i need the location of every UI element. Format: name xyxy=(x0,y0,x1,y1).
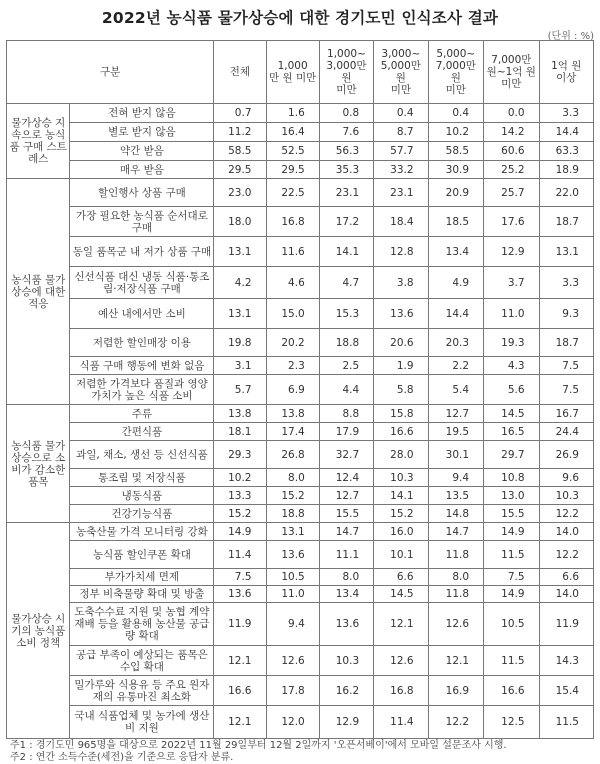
value-cell: 18.1 xyxy=(214,423,266,441)
item-label: 가장 필요한 농식품 순서대로 구매 xyxy=(70,207,214,237)
value-cell: 13.1 xyxy=(266,523,319,541)
value-cell: 15.0 xyxy=(266,299,319,329)
value-cell: 11.0 xyxy=(484,299,540,329)
value-cell: 2.2 xyxy=(428,357,484,375)
value-cell: 10.2 xyxy=(214,469,266,487)
value-cell: 1.9 xyxy=(374,357,428,375)
value-cell: 13.1 xyxy=(539,237,593,267)
value-cell: 14.3 xyxy=(539,646,593,676)
value-cell: 15.2 xyxy=(374,505,428,523)
value-cell: 24.4 xyxy=(539,423,593,441)
item-label: 밀가루와 식용유 등 주요 원자재의 유통마진 최소화 xyxy=(70,676,214,706)
item-label: 약간 받음 xyxy=(70,142,214,161)
value-cell: 4.2 xyxy=(214,267,266,299)
table-row xyxy=(7,329,594,357)
value-cell: 12.4 xyxy=(319,469,373,487)
value-cell: 7.6 xyxy=(319,123,373,142)
table-row xyxy=(7,207,594,237)
item-label: 저렴한 할인매장 이용 xyxy=(70,329,214,357)
item-label: 매우 받음 xyxy=(70,161,214,179)
value-cell: 8.7 xyxy=(374,123,428,142)
value-cell: 33.2 xyxy=(374,161,428,179)
table-row xyxy=(7,123,594,142)
value-cell: 22.0 xyxy=(539,179,593,207)
value-cell: 16.8 xyxy=(374,676,428,706)
value-cell: 5.4 xyxy=(428,375,484,405)
value-cell: 4.7 xyxy=(319,267,373,299)
value-cell: 13.4 xyxy=(428,237,484,267)
value-cell: 11.5 xyxy=(539,706,593,739)
value-cell: 10.5 xyxy=(484,603,540,646)
value-cell: 14.1 xyxy=(319,237,373,267)
value-cell: 12.1 xyxy=(428,646,484,676)
value-cell: 11.0 xyxy=(266,586,319,603)
value-cell: 11.9 xyxy=(539,603,593,646)
item-label: 예산 내에서만 소비 xyxy=(70,299,214,329)
survey-table xyxy=(6,40,594,739)
category-cell: 농식품 물가상승으로 소비가 감소한 품목 xyxy=(7,405,70,523)
value-cell: 17.2 xyxy=(319,207,373,237)
value-cell: 13.6 xyxy=(374,299,428,329)
value-cell: 12.1 xyxy=(214,706,266,739)
value-cell: 12.5 xyxy=(484,706,540,739)
value-cell: 14.0 xyxy=(539,523,593,541)
value-cell: 13.4 xyxy=(319,586,373,603)
item-label: 도축수수료 지원 및 농협 계약재배 등을 활용해 농산물 공급량 확대 xyxy=(70,603,214,646)
value-cell: 12.6 xyxy=(266,646,319,676)
value-cell: 9.6 xyxy=(539,469,593,487)
value-cell: 2.3 xyxy=(266,357,319,375)
value-cell: 30.9 xyxy=(428,161,484,179)
table-row xyxy=(7,142,594,161)
value-cell: 4.3 xyxy=(484,357,540,375)
value-cell: 13.8 xyxy=(214,405,266,423)
value-cell: 26.9 xyxy=(539,441,593,469)
item-label: 전혀 받지 않음 xyxy=(70,104,214,123)
value-cell: 17.4 xyxy=(266,423,319,441)
value-cell: 7.5 xyxy=(214,569,266,586)
value-cell: 12.0 xyxy=(266,706,319,739)
value-cell: 11.9 xyxy=(214,603,266,646)
value-cell: 14.7 xyxy=(428,523,484,541)
footnote-2: 주2 : 연간 소득수준(세전)을 기준으로 응답자 분류. xyxy=(10,752,234,763)
value-cell: 14.1 xyxy=(374,487,428,505)
value-cell: 14.0 xyxy=(539,586,593,603)
item-label: 과일, 채소, 생선 등 신선식품 xyxy=(70,441,214,469)
value-cell: 12.6 xyxy=(428,603,484,646)
category-cell: 농식품 물가상승에 대한 적응 xyxy=(7,179,70,405)
value-cell: 16.8 xyxy=(266,207,319,237)
value-cell: 13.1 xyxy=(214,299,266,329)
value-cell: 35.3 xyxy=(319,161,373,179)
item-label: 건강기능식품 xyxy=(70,505,214,523)
table-row xyxy=(7,299,594,329)
value-cell: 25.7 xyxy=(484,179,540,207)
header-col-4: 3,000~ 5,000만 원 미만 xyxy=(374,41,428,104)
value-cell: 13.5 xyxy=(428,487,484,505)
value-cell: 12.8 xyxy=(374,237,428,267)
value-cell: 63.3 xyxy=(539,142,593,161)
value-cell: 15.3 xyxy=(319,299,373,329)
value-cell: 6.6 xyxy=(539,569,593,586)
table-row xyxy=(7,676,594,706)
value-cell: 11.8 xyxy=(428,586,484,603)
item-label: 주류 xyxy=(70,405,214,423)
table-row xyxy=(7,405,594,423)
item-label: 간편식품 xyxy=(70,423,214,441)
item-label: 부가가치세 면제 xyxy=(70,569,214,586)
value-cell: 11.4 xyxy=(214,541,266,569)
value-cell: 12.1 xyxy=(374,603,428,646)
value-cell: 29.7 xyxy=(484,441,540,469)
value-cell: 12.1 xyxy=(214,646,266,676)
value-cell: 15.5 xyxy=(319,505,373,523)
value-cell: 17.6 xyxy=(484,207,540,237)
value-cell: 15.2 xyxy=(214,505,266,523)
value-cell: 16.7 xyxy=(539,405,593,423)
value-cell: 11.5 xyxy=(484,646,540,676)
value-cell: 0.4 xyxy=(428,104,484,123)
item-label: 농식품 할인쿠폰 확대 xyxy=(70,541,214,569)
value-cell: 23.1 xyxy=(319,179,373,207)
value-cell: 10.2 xyxy=(428,123,484,142)
unit-label: (단위 : %) xyxy=(547,31,594,42)
value-cell: 20.2 xyxy=(266,329,319,357)
footnotes xyxy=(10,740,507,764)
value-cell: 11.4 xyxy=(374,706,428,739)
value-cell: 2.5 xyxy=(319,357,373,375)
item-label: 신선식품 대신 냉동 식품·통조림·저장식품 구매 xyxy=(70,267,214,299)
value-cell: 19.3 xyxy=(484,329,540,357)
header-col-1: 전체 xyxy=(214,41,266,104)
value-cell: 13.1 xyxy=(214,237,266,267)
item-label: 통조림 및 저장식품 xyxy=(70,469,214,487)
value-cell: 11.1 xyxy=(319,541,373,569)
value-cell: 10.3 xyxy=(319,646,373,676)
value-cell: 11.6 xyxy=(266,237,319,267)
value-cell: 16.9 xyxy=(428,676,484,706)
value-cell: 3.3 xyxy=(539,104,593,123)
value-cell: 13.6 xyxy=(266,541,319,569)
value-cell: 1.6 xyxy=(266,104,319,123)
value-cell: 4.6 xyxy=(266,267,319,299)
category-cell: 물가상승 시기의 농식품 소비 정책 xyxy=(7,523,70,739)
value-cell: 15.4 xyxy=(539,676,593,706)
value-cell: 16.6 xyxy=(484,676,540,706)
value-cell: 26.8 xyxy=(266,441,319,469)
header-col-2: 1,000 만 원 미만 xyxy=(266,41,319,104)
value-cell: 12.7 xyxy=(428,405,484,423)
value-cell: 14.4 xyxy=(428,299,484,329)
value-cell: 9.3 xyxy=(539,299,593,329)
table-row xyxy=(7,541,594,569)
value-cell: 57.7 xyxy=(374,142,428,161)
value-cell: 58.5 xyxy=(428,142,484,161)
item-label: 냉동식품 xyxy=(70,487,214,505)
value-cell: 11.2 xyxy=(214,123,266,142)
value-cell: 3.1 xyxy=(214,357,266,375)
value-cell: 9.4 xyxy=(428,469,484,487)
value-cell: 8.0 xyxy=(428,569,484,586)
value-cell: 18.0 xyxy=(214,207,266,237)
value-cell: 18.7 xyxy=(539,329,593,357)
table-body xyxy=(7,104,594,739)
item-label: 정부 비축물량 확대 및 방출 xyxy=(70,586,214,603)
value-cell: 4.9 xyxy=(428,267,484,299)
value-cell: 16.2 xyxy=(319,676,373,706)
item-label: 식품 구매 행동에 변화 없음 xyxy=(70,357,214,375)
value-cell: 23.1 xyxy=(374,179,428,207)
value-cell: 32.7 xyxy=(319,441,373,469)
value-cell: 14.7 xyxy=(319,523,373,541)
value-cell: 8.0 xyxy=(266,469,319,487)
value-cell: 10.1 xyxy=(374,541,428,569)
value-cell: 14.5 xyxy=(374,586,428,603)
document-title: 2022년 농식품 물가상승에 대한 경기도민 인식조사 결과 xyxy=(101,9,499,27)
value-cell: 20.6 xyxy=(374,329,428,357)
value-cell: 18.7 xyxy=(539,207,593,237)
value-cell: 12.2 xyxy=(539,541,593,569)
value-cell: 14.9 xyxy=(214,523,266,541)
value-cell: 4.4 xyxy=(319,375,373,405)
value-cell: 16.4 xyxy=(266,123,319,142)
value-cell: 7.5 xyxy=(539,357,593,375)
header-category: 구분 xyxy=(7,41,214,104)
value-cell: 12.9 xyxy=(319,706,373,739)
header-col-5: 5,000~ 7,000만 원 미만 xyxy=(428,41,484,104)
value-cell: 10.8 xyxy=(484,469,540,487)
value-cell: 52.5 xyxy=(266,142,319,161)
value-cell: 58.5 xyxy=(214,142,266,161)
table-row xyxy=(7,375,594,405)
value-cell: 23.0 xyxy=(214,179,266,207)
value-cell: 0.0 xyxy=(484,104,540,123)
header-col-7: 1억 원 이상 xyxy=(539,41,593,104)
value-cell: 19.5 xyxy=(428,423,484,441)
value-cell: 14.5 xyxy=(484,405,540,423)
value-cell: 13.0 xyxy=(484,487,540,505)
value-cell: 15.8 xyxy=(374,405,428,423)
value-cell: 5.8 xyxy=(374,375,428,405)
value-cell: 15.2 xyxy=(266,487,319,505)
item-label: 동일 품목군 내 저가 상품 구매 xyxy=(70,237,214,267)
value-cell: 13.6 xyxy=(214,586,266,603)
value-cell: 12.2 xyxy=(428,706,484,739)
table-row xyxy=(7,161,594,179)
value-cell: 3.3 xyxy=(539,267,593,299)
value-cell: 10.3 xyxy=(374,469,428,487)
table-row xyxy=(7,423,594,441)
value-cell: 18.5 xyxy=(428,207,484,237)
table-row xyxy=(7,646,594,676)
value-cell: 20.3 xyxy=(428,329,484,357)
value-cell: 13.6 xyxy=(319,603,373,646)
table-row xyxy=(7,441,594,469)
table-row xyxy=(7,237,594,267)
value-cell: 0.7 xyxy=(214,104,266,123)
category-cell: 물가상승 지속으로 농식품 구매 스트레스 xyxy=(7,104,70,179)
value-cell: 16.5 xyxy=(484,423,540,441)
value-cell: 14.9 xyxy=(484,586,540,603)
value-cell: 7.5 xyxy=(539,375,593,405)
value-cell: 14.8 xyxy=(428,505,484,523)
value-cell: 28.0 xyxy=(374,441,428,469)
value-cell: 5.7 xyxy=(214,375,266,405)
table-row xyxy=(7,603,594,646)
table-row xyxy=(7,267,594,299)
table-row xyxy=(7,569,594,586)
value-cell: 16.0 xyxy=(374,523,428,541)
table-row xyxy=(7,706,594,739)
value-cell: 11.5 xyxy=(484,541,540,569)
value-cell: 6.9 xyxy=(266,375,319,405)
value-cell: 3.8 xyxy=(374,267,428,299)
value-cell: 3.7 xyxy=(484,267,540,299)
table-row xyxy=(7,104,594,123)
value-cell: 16.6 xyxy=(214,676,266,706)
value-cell: 9.4 xyxy=(266,603,319,646)
table-row xyxy=(7,505,594,523)
table-row xyxy=(7,523,594,541)
value-cell: 18.9 xyxy=(539,161,593,179)
item-label: 농축산물 가격 모니터링 강화 xyxy=(70,523,214,541)
footnote-1: 주1 : 경기도민 965명을 대상으로 2022년 11월 29일부터 12월 2일까지 '오픈서베이'에서 모바일 설문조사 시행. xyxy=(10,740,507,751)
value-cell: 14.2 xyxy=(484,123,540,142)
value-cell: 14.9 xyxy=(484,523,540,541)
header-col-6: 7,000만 원~1억 원 미만 xyxy=(484,41,540,104)
value-cell: 56.3 xyxy=(319,142,373,161)
value-cell: 0.8 xyxy=(319,104,373,123)
value-cell: 18.8 xyxy=(319,329,373,357)
value-cell: 17.9 xyxy=(319,423,373,441)
value-cell: 18.8 xyxy=(266,505,319,523)
value-cell: 6.6 xyxy=(374,569,428,586)
value-cell: 0.4 xyxy=(374,104,428,123)
value-cell: 12.7 xyxy=(319,487,373,505)
value-cell: 7.5 xyxy=(484,569,540,586)
table-row xyxy=(7,586,594,603)
value-cell: 5.6 xyxy=(484,375,540,405)
value-cell: 10.3 xyxy=(539,487,593,505)
table-row xyxy=(7,179,594,207)
value-cell: 17.8 xyxy=(266,676,319,706)
value-cell: 15.5 xyxy=(484,505,540,523)
value-cell: 12.9 xyxy=(484,237,540,267)
item-label: 국내 식품업체 및 농가에 생산비 지원 xyxy=(70,706,214,739)
item-label: 공급 부족이 예상되는 품목은 수입 확대 xyxy=(70,646,214,676)
value-cell: 22.5 xyxy=(266,179,319,207)
value-cell: 8.0 xyxy=(319,569,373,586)
value-cell: 19.8 xyxy=(214,329,266,357)
item-label: 할인행사 상품 구매 xyxy=(70,179,214,207)
value-cell: 13.8 xyxy=(266,405,319,423)
item-label: 저렴한 가격보다 품질과 영양 가치가 높은 식품 소비 xyxy=(70,375,214,405)
value-cell: 30.1 xyxy=(428,441,484,469)
value-cell: 10.5 xyxy=(266,569,319,586)
item-label: 별로 받지 않음 xyxy=(70,123,214,142)
value-cell: 11.8 xyxy=(428,541,484,569)
value-cell: 13.3 xyxy=(214,487,266,505)
table-header xyxy=(7,41,594,104)
table-row xyxy=(7,487,594,505)
table-row xyxy=(7,357,594,375)
value-cell: 25.2 xyxy=(484,161,540,179)
header-col-3: 1,000~ 3,000만 원 미만 xyxy=(319,41,373,104)
value-cell: 29.5 xyxy=(214,161,266,179)
value-cell: 16.6 xyxy=(374,423,428,441)
value-cell: 8.8 xyxy=(319,405,373,423)
value-cell: 29.3 xyxy=(214,441,266,469)
value-cell: 14.4 xyxy=(539,123,593,142)
value-cell: 60.6 xyxy=(484,142,540,161)
table-row xyxy=(7,469,594,487)
value-cell: 12.2 xyxy=(539,505,593,523)
value-cell: 29.5 xyxy=(266,161,319,179)
value-cell: 12.6 xyxy=(374,646,428,676)
value-cell: 18.4 xyxy=(374,207,428,237)
value-cell: 20.9 xyxy=(428,179,484,207)
